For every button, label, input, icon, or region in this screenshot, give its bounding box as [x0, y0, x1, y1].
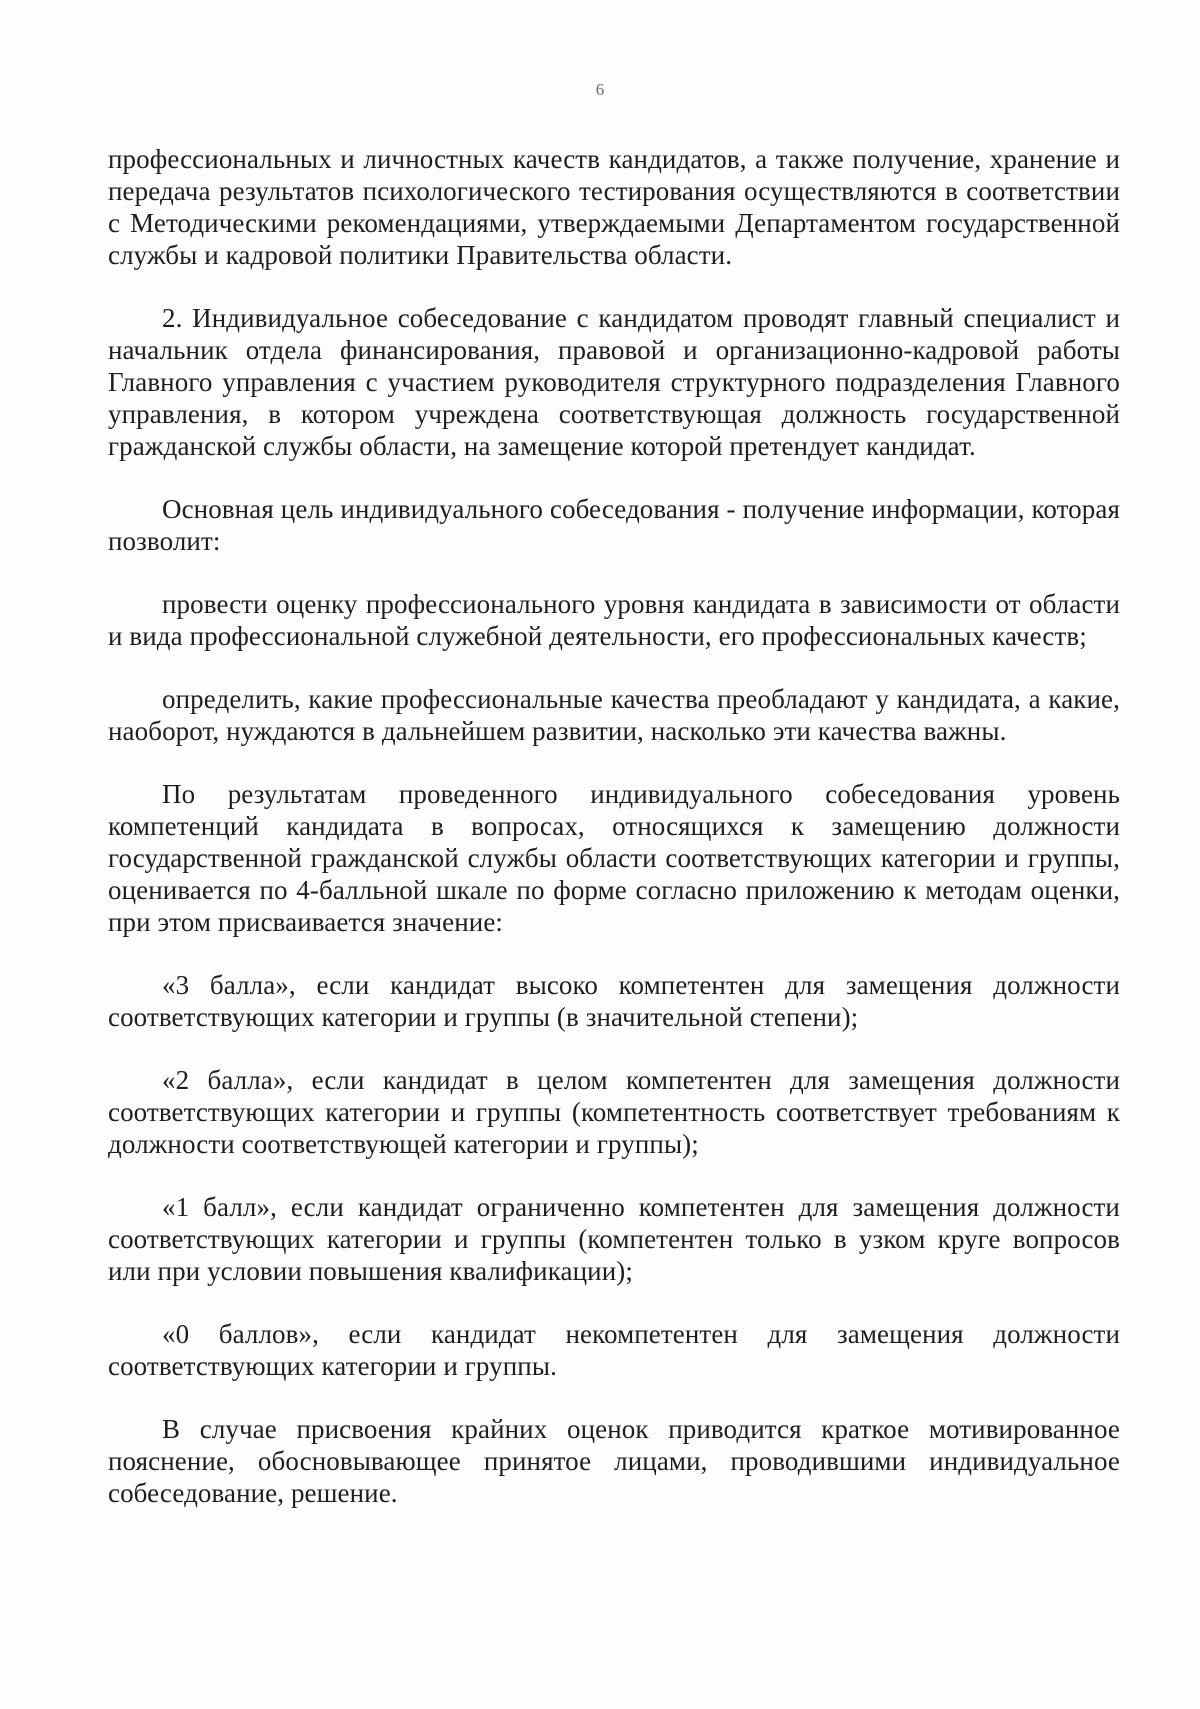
paragraph-interview-conductors: 2. Индивидуальное собеседование с кандидатом проводят главный специалист и начальник отдела финансирования, правовой и организационно-кадровой работы Главного управления с участием руководителя структурного подразделения Главного управления, в котором учреждена соответствующая должность государственной гражданской службы области, на замещение которой претендует кандидат. — [108, 303, 1120, 461]
page-number: 6 — [595, 80, 605, 99]
paragraph-determine-qualities: определить, какие профессиональные качества преобладают у кандидата, а какие, наоборот, нуждаются в дальнейшем развитии, насколько эти качества важны. — [108, 684, 1120, 746]
paragraph-score-0: «0 баллов», если кандидат некомпетентен для замещения должности соответствующих категории и группы. — [108, 1319, 1120, 1381]
paragraph-extreme-scores: В случае присвоения крайних оценок приводится краткое мотивированное пояснение, обосновывающее принятое лицами, проводившими индивидуальное собеседование, решение. — [108, 1414, 1120, 1508]
paragraph-assess-level: провести оценку профессионального уровня кандидата в зависимости от области и вида профессиональной служебной деятельности, его профессиональных качеств; — [108, 589, 1120, 651]
paragraph-score-2: «2 балла», если кандидат в целом компетентен для замещения должности соответствующих категории и группы (компетентность соответствует требованиям к должности соответствующей категории и группы); — [108, 1065, 1120, 1159]
paragraph-testing-continuation: профессиональных и личностных качеств кандидатов, а также получение, хранение и передача результатов психологического тестирования осуществляются в соответствии с Методическими рекомендациями, утверждаемыми Департаментом государственной службы и кадровой политики Правительства области. — [108, 144, 1120, 270]
paragraph-score-1: «1 балл», если кандидат ограниченно компетентен для замещения должности соответствующих категории и группы (компетентен только в узком круге вопросов или при условии повышения квалификации); — [108, 1192, 1120, 1286]
paragraph-scoring-scale: По результатам проведенного индивидуального собеседования уровень компетенций кандидата в вопросах, относящихся к замещению должности государственной гражданской службы области соответствующих категории и группы, оценивается по 4-балльной шкале по форме согласно приложению к методам оценки, при этом присваивается значение: — [108, 779, 1120, 937]
paragraph-interview-goal: Основная цель индивидуального собеседования - получение информации, которая позволит: — [108, 494, 1120, 556]
document-body — [108, 143, 1120, 1540]
paragraph-score-3: «3 балла», если кандидат высоко компетентен для замещения должности соответствующих категории и группы (в значительной степени); — [108, 970, 1120, 1032]
